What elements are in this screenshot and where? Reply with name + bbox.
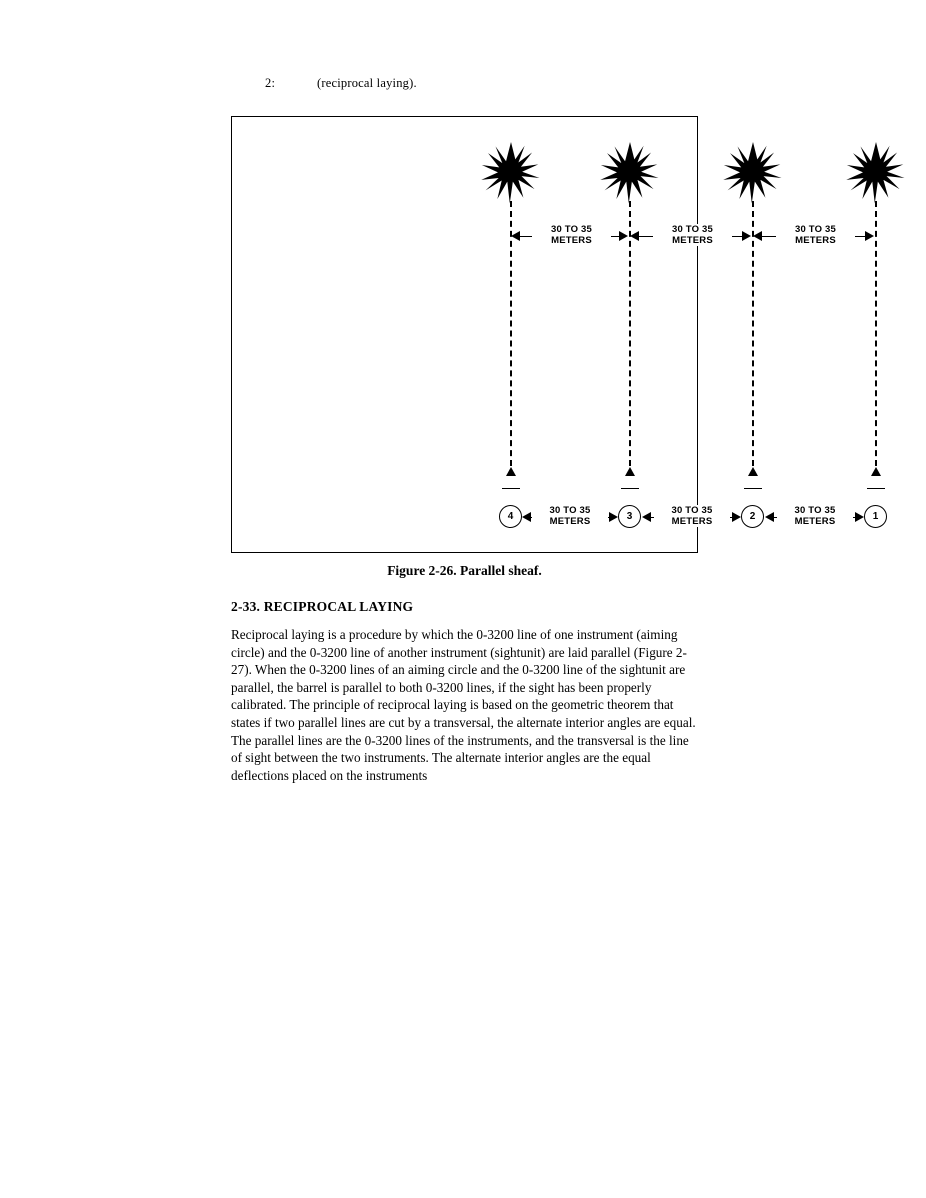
measure-line1: 30 TO 35 xyxy=(671,505,713,516)
gun-position-1: 1 xyxy=(864,505,887,528)
bottom-measure-arrow-left-3 xyxy=(765,512,774,522)
gun-tube-bar-4 xyxy=(502,488,520,489)
measure-line1: 30 TO 35 xyxy=(794,224,837,235)
burst-2-icon xyxy=(599,142,661,204)
trajectory-arrow-4 xyxy=(506,467,516,476)
measure-line2: METERS xyxy=(549,516,591,527)
measure-line2: METERS xyxy=(794,516,836,527)
top-measure-arrow-right-2 xyxy=(742,231,751,241)
figure-caption: Figure 2-26. Parallel sheaf. xyxy=(387,563,542,578)
measure-line1: 30 TO 35 xyxy=(550,224,593,235)
top-measure-arrow-left-1 xyxy=(511,231,520,241)
top-measure-arrow-right-3 xyxy=(865,231,874,241)
list-text: (reciprocal laying). xyxy=(317,76,417,90)
trajectory-arrow-3 xyxy=(625,467,635,476)
top-measure-label-1 xyxy=(532,224,611,246)
gun-position-4: 4 xyxy=(499,505,522,528)
trajectory-line-4 xyxy=(510,201,512,476)
bottom-measure-arrow-right-3 xyxy=(855,512,864,522)
burst-4-icon xyxy=(845,142,907,204)
gun-tube-bar-2 xyxy=(744,488,762,489)
burst-3-icon xyxy=(722,142,784,204)
section-heading: 2-33. RECIPROCAL LAYING xyxy=(231,599,414,614)
measure-line2: METERS xyxy=(672,235,713,246)
measure-line1: 30 TO 35 xyxy=(794,505,836,516)
figure-content xyxy=(232,117,879,552)
bottom-measure-arrow-right-1 xyxy=(609,512,618,522)
bottom-measure-label-3 xyxy=(777,505,853,527)
trajectory-arrow-2 xyxy=(748,467,758,476)
trajectory-line-3 xyxy=(629,201,631,476)
trajectory-line-2 xyxy=(752,201,754,476)
measure-line1: 30 TO 35 xyxy=(549,505,591,516)
gun-position-3: 3 xyxy=(618,505,641,528)
bottom-measure-label-1 xyxy=(532,505,608,527)
section-paragraph: Reciprocal laying is a procedure by which the 0-3200 line of one instrument (aiming circle) and the 0-3200 line of another instrument (sightunit) are laid parallel (Figure 2-27). When the 0-3200 lines of an aiming circle and the 0-3200 line of the sightunit are parallel, the barrel is parallel to both 0-3200 lines, if the sight has been properly calibrated. The principle of reciprocal laying is based on the geometric theorem that states if two parallel lines are cut by a transversal, the alternate interior angles are equal. The parallel lines are the 0-3200 lines of the instruments, and the transversal is the line of sight between the two instruments. The alternate interior angles are the equal deflections placed on the instruments xyxy=(231,627,696,783)
top-measure-arrow-left-3 xyxy=(753,231,762,241)
figure-2-26 xyxy=(231,116,879,553)
top-measure-label-3 xyxy=(776,224,855,246)
bottom-measure-arrow-left-1 xyxy=(522,512,531,522)
gun-tube-bar-1 xyxy=(867,488,885,489)
bottom-measure-arrow-right-2 xyxy=(732,512,741,522)
bottom-measure-arrow-left-2 xyxy=(642,512,651,522)
gun-tube-bar-3 xyxy=(621,488,639,489)
top-measure-arrow-right-1 xyxy=(619,231,628,241)
measure-line2: METERS xyxy=(671,516,713,527)
trajectory-arrow-1 xyxy=(871,467,881,476)
measure-line2: METERS xyxy=(551,235,592,246)
list-number: 2: xyxy=(265,76,276,90)
bottom-measure-label-2 xyxy=(654,505,730,527)
gun-position-2: 2 xyxy=(741,505,764,528)
trajectory-line-1 xyxy=(875,201,877,476)
top-measure-arrow-left-2 xyxy=(630,231,639,241)
measure-line1: 30 TO 35 xyxy=(671,224,714,235)
top-measure-label-2 xyxy=(653,224,732,246)
burst-1-icon xyxy=(480,142,542,204)
measure-line2: METERS xyxy=(795,235,836,246)
